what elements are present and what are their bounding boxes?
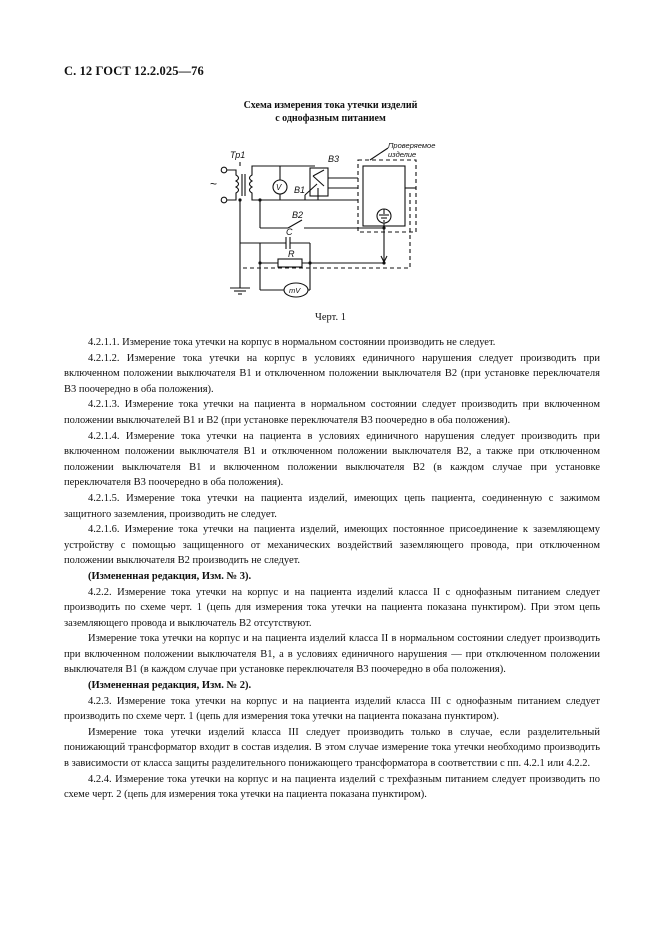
resistor-r (278, 259, 302, 267)
source-terminal-top (221, 167, 227, 173)
label-source: ~ (210, 177, 218, 191)
amendment-note: (Измененная редакция, Изм. № 3). (88, 570, 252, 582)
paragraph: 4.2.1.4. Измерение тока утечки на пациента в условиях единичного нарушения следует производить при включенном положении выключателя В1 и отключенном положении выключателя В2, а также при отключенном положении выключателя В1 и включенном положении выключателя В2 (в каждом случае при установке переключателя В3 поочередно в оба положения). (64, 430, 600, 489)
figure-title-line-2: с однофазным питанием (275, 113, 386, 124)
paragraph: Измерение тока утечки на корпус и на пациента изделий класса II в нормальном состоянии следует производить при включенном положении выключателя В1, а в условиях единичного нарушения — при отключенном положении выключателя В1 (в каждом случае при установке переключателя В3 поочередно в оба положения). (64, 633, 600, 676)
source-terminal-bottom (221, 197, 227, 203)
label-tr1: Тр1 (230, 150, 246, 160)
paragraph: 4.2.1.5. Измерение тока утечки на пациента изделий, имеющих цепь пациента, соединенную с зажимом защитного заземления, производить не следует. (64, 492, 600, 520)
paragraph: 4.2.4. Измерение тока утечки на корпус и на пациента изделий с трехфазным питанием следует производить по схеме черт. 2 (цепь для измерения тока утечки на пациента показана пунктиром). (64, 773, 600, 801)
label-v: V (276, 183, 282, 192)
label-device-line1: Проверяемое (388, 141, 436, 150)
transformer-primary (227, 170, 239, 200)
label-b2: В2 (292, 210, 304, 220)
paragraph: 4.2.1.3. Измерение тока утечки на пациента в нормальном состоянии следует производить при включенном положении выключателей В1 и В2 (при установке переключателя В3 поочередно в оба положения). (64, 399, 600, 426)
figure-title (0, 99, 661, 125)
paragraph: 4.2.1.6. Измерение тока утечки на пациента изделий, имеющих постоянное присоединение к заземляющему устройству с помощью защищенного от механических воздействий заземляющего провода, при отключенном положении выключателя В2 производить не следует. (64, 524, 600, 567)
paragraph: 4.2.2. Измерение тока утечки на корпус и на пациента изделий класса II с однофазным питанием следует производить по схеме черт. 1 (цепь для измерения тока утечки на пациента показана пунктиром). При этом цепь заземляющего провода и выключатель В2 отсутствуют. (64, 586, 600, 629)
body-text (64, 335, 600, 803)
paragraph: 4.2.3. Измерение тока утечки на корпус и на пациента изделий класса III с однофазным питанием следует производить по схеме черт. 1 (цепь для измерения тока утечки на пациента показана пунктиром). (64, 695, 600, 723)
paragraph: 4.2.1.1. Измерение тока утечки на корпус в нормальном состоянии производить не следует. (88, 337, 496, 348)
label-b3: В3 (328, 154, 340, 164)
label-c: С (286, 227, 293, 237)
paragraph: 4.2.1.2. Измерение тока утечки на корпус в условиях единичного нарушения следует производить при включенном положении выключателя В1 и отключенном положении выключателя В2 (при установке переключателя В3 поочередно в оба положения). (64, 352, 600, 395)
label-device-line2: изделие (388, 150, 417, 159)
transformer-secondary (250, 166, 261, 200)
switch-b1-blade (305, 184, 317, 195)
paragraph: Измерение тока утечки изделий класса III следует производить только в случае, если разделительный понижающий трансформатор входит в состав изделия. В этом случае измерение тока утечки необходимо производить в зависимости от класса защиты разделительного понижающего трансформатора в соответствии с пп. 4.2.1 или 4.2.2. (64, 726, 600, 770)
figure-title-line-1: Схема измерения тока утечки изделий (243, 100, 418, 111)
page-header: С. 12 ГОСТ 12.2.025—76 (64, 64, 204, 78)
label-r: R (288, 249, 295, 259)
device-under-test (358, 160, 416, 232)
figure-caption: Черт. 1 (315, 312, 346, 323)
circuit-diagram (200, 138, 460, 308)
label-b1: В1 (294, 185, 306, 195)
amendment-note: (Измененная редакция, Изм. № 2). (88, 680, 252, 692)
label-mv: mV (289, 286, 301, 295)
